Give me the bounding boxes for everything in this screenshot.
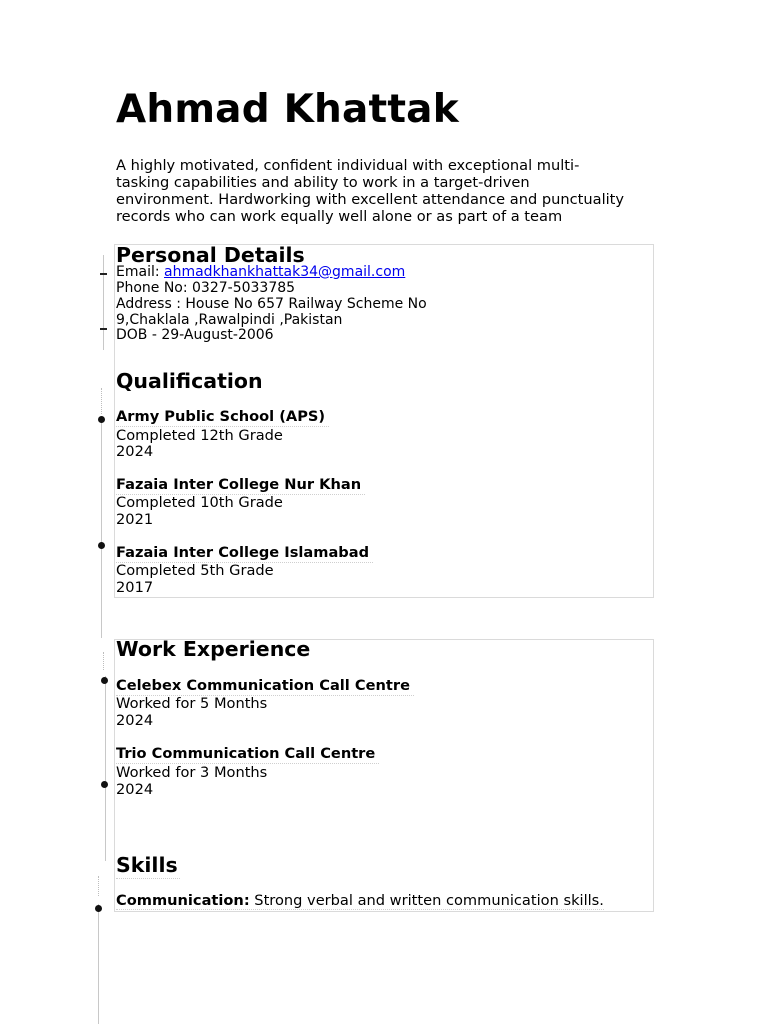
email-link[interactable]: ahmadkhankhattak34@gmail.com	[164, 264, 406, 280]
timeline-line	[101, 418, 102, 638]
phone-line: Phone No: 0327-5033785	[116, 280, 296, 296]
address-line-2: 9,Chaklala ,Rawalpindi ,Pakistan	[116, 312, 343, 328]
qualification-school: Army Public School (APS)	[116, 408, 329, 427]
work-detail: Worked for 3 Months	[116, 764, 268, 781]
skill-item	[116, 892, 604, 910]
timeline-line	[103, 255, 104, 350]
dob-line: DOB - 29-August-2006	[116, 327, 274, 343]
qualification-detail: Completed 5th Grade	[116, 562, 274, 579]
timeline-dotted-line	[103, 652, 105, 670]
personal-details-heading: Personal Details	[116, 243, 305, 267]
qualification-year: 2017	[116, 579, 154, 596]
work-year: 2024	[116, 781, 154, 798]
qualification-year: 2024	[116, 443, 154, 460]
summary-paragraph: A highly motivated, confident individual with exceptional multi-tasking capabilities and ability to work in a target-driven environment. Hardworking with excellent attendance and punctuality records who can work equally well alone or as part of a team	[116, 157, 625, 225]
work-year: 2024	[116, 712, 154, 729]
timeline-dot	[101, 677, 108, 684]
work-detail: Worked for 5 Months	[116, 695, 268, 712]
work-experience-heading: Work Experience	[116, 637, 311, 661]
email-line	[116, 265, 405, 281]
timeline-dotted-line	[98, 876, 100, 896]
qualification-heading: Qualification	[116, 369, 263, 393]
timeline-tick	[100, 328, 107, 330]
timeline-dot	[101, 781, 108, 788]
resume-name: Ahmad Khattak	[116, 87, 459, 132]
timeline-dotted-line	[101, 388, 103, 414]
qualification-year: 2021	[116, 511, 154, 528]
work-company: Celebex Communication Call Centre	[116, 677, 414, 696]
qualification-school: Fazaia Inter College Islamabad	[116, 544, 373, 563]
skills-heading: Skills	[116, 853, 178, 877]
timeline-dot	[95, 905, 102, 912]
timeline-line	[98, 904, 99, 1024]
work-company: Trio Communication Call Centre	[116, 745, 379, 764]
timeline-line	[105, 676, 106, 861]
address-line-1: Address : House No 657 Railway Scheme No	[116, 296, 427, 312]
qualification-detail: Completed 10th Grade	[116, 494, 283, 511]
email-label: Email:	[116, 264, 165, 280]
qualification-detail: Completed 12th Grade	[116, 427, 283, 444]
skill-text: Strong verbal and written communication skills.	[249, 892, 604, 909]
timeline-tick	[100, 273, 107, 275]
timeline-dot	[98, 416, 105, 423]
timeline-dot	[98, 542, 105, 549]
skill-label: Communication:	[116, 892, 250, 909]
qualification-school: Fazaia Inter College Nur Khan	[116, 476, 365, 495]
